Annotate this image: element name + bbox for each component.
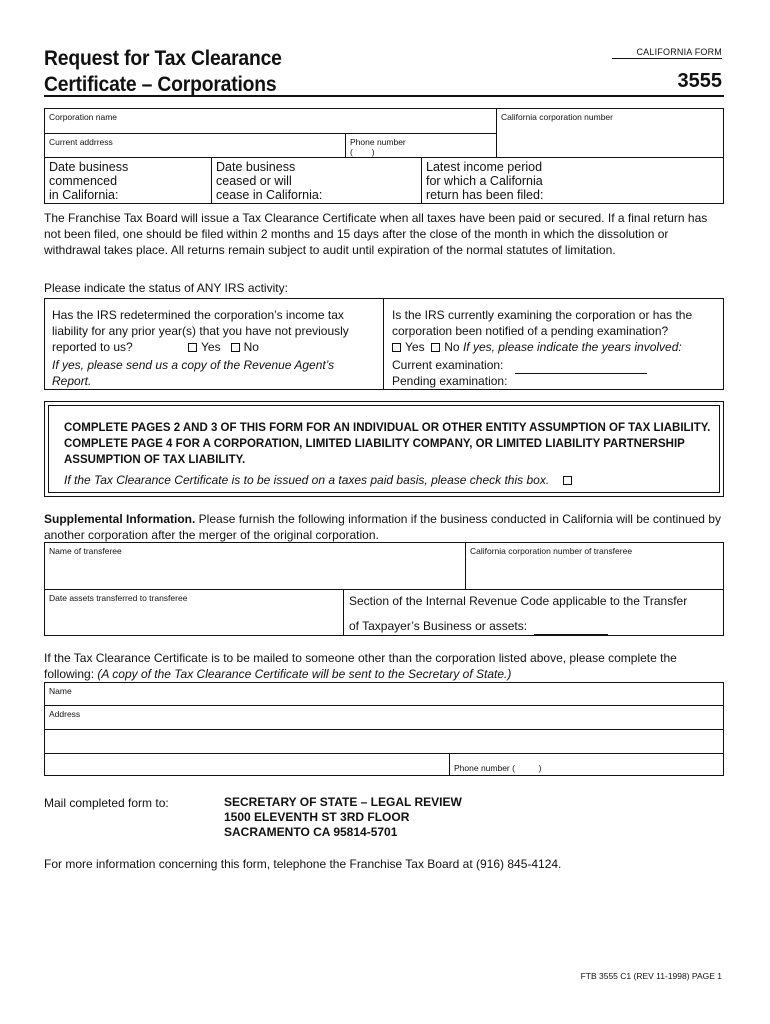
mailing-name-field[interactable] xyxy=(45,683,723,705)
form-number: 3555 xyxy=(677,70,722,92)
corporation-info-grid xyxy=(44,108,724,204)
taxes-paid-checkbox[interactable] xyxy=(563,476,572,485)
ca-corporation-number-field[interactable] xyxy=(496,109,725,157)
california-form-label: CALIFORNIA FORM xyxy=(636,47,722,57)
mailing-address-label: Address xyxy=(49,709,81,719)
form-identifier: FTB 3555 C1 (REV 11-1998) PAGE 1 xyxy=(580,971,722,981)
mail-to-address xyxy=(224,795,462,840)
irs-activity-box xyxy=(44,298,724,390)
supplemental-text: Please furnish the following information if the business conducted in California will be continued by another corporation after the merger of the original corporation. xyxy=(44,512,721,542)
mailing-phone-field[interactable] xyxy=(449,754,723,775)
notice-box-outer xyxy=(44,401,724,497)
current-examination-label: Current examination: xyxy=(392,358,504,372)
irc-section-input[interactable] xyxy=(534,618,608,635)
date-ceased-label: Date business ceased or will cease in California: xyxy=(216,160,323,202)
yes-label: Yes xyxy=(201,340,221,354)
mailing-paragraph xyxy=(44,650,726,682)
transferee-name-field[interactable] xyxy=(45,543,465,589)
form-title-line2: Certificate – Corporations xyxy=(44,73,277,96)
ca-corporation-number-label: California corporation number xyxy=(501,112,613,122)
corporation-name-label: Corporation name xyxy=(49,112,118,122)
assumption-instructions: COMPLETE PAGES 2 AND 3 OF THIS FORM FOR AN INDIVIDUAL OR OTHER ENTITY ASSUMPTION OF TAX LIABILITY. COMPLETE PAGE 4 FOR A CORPORATION, LIMITED LIABILITY COMPANY, OR LIMITED LIABILITY PARTNERSHIP ASSUMPTION OF TAX LIABILITY. xyxy=(64,422,711,466)
phone-number-label: Phone number xyxy=(350,137,406,147)
supplemental-paragraph xyxy=(44,511,726,543)
intro-paragraph: The Franchise Tax Board will issue a Tax Clearance Certificate when all taxes have been paid or secured. If a final return has not been filed, one should be filed within 2 months and 15 days after the close of the month in which the dissolution or withdrawal takes place. All returns remain subject to audit until expiration of the normal statutes of limitation. xyxy=(44,211,708,257)
irs-examining-no-checkbox[interactable] xyxy=(431,343,440,352)
mailing-phone-label: Phone number ( ) xyxy=(454,763,542,773)
current-address-field[interactable] xyxy=(45,134,345,157)
pending-examination-input[interactable] xyxy=(517,373,651,390)
no-label: No xyxy=(444,340,460,354)
no-label: No xyxy=(243,340,259,354)
irs-redetermined-yes-checkbox[interactable] xyxy=(188,343,197,352)
date-assets-label: Date assets transferred to transferee xyxy=(49,593,188,603)
irs-redetermined-no-checkbox[interactable] xyxy=(231,343,240,352)
yes-label: Yes xyxy=(405,340,425,354)
mail-to-label: Mail completed form to: xyxy=(44,796,169,810)
mailing-intro-italic: (A copy of the Tax Clearance Certificate will be sent to the Secretary of State.) xyxy=(97,667,512,681)
mailing-intro: If the Tax Clearance Certificate is to be mailed to someone other than the corporation listed above, please complete the following: xyxy=(44,651,677,681)
supplemental-heading: Supplemental Information. xyxy=(44,512,196,526)
date-commenced-label: Date business commenced in California: xyxy=(49,160,129,202)
mailing-grid xyxy=(44,682,724,776)
transferee-number-field[interactable] xyxy=(465,543,724,589)
form-title xyxy=(44,46,282,98)
more-info-text: For more information concerning this form, telephone the Franchise Tax Board at (916) 845-4124. xyxy=(44,857,562,871)
pending-examination-label: Pending examination: xyxy=(392,374,508,388)
transferee-name-label: Name of transferee xyxy=(49,546,122,556)
date-ceased-field[interactable] xyxy=(211,158,422,203)
irs-prompt: Please indicate the status of ANY IRS activity: xyxy=(44,281,288,295)
transferee-number-label: California corporation number of transferee xyxy=(470,546,633,556)
mail-to-line2: 1500 ELEVENTH ST 3RD FLOOR xyxy=(224,810,410,824)
column-divider xyxy=(343,590,344,635)
header-divider xyxy=(44,95,724,97)
irs-column-divider xyxy=(383,299,384,389)
irs-right-checkboxes xyxy=(392,339,682,355)
irs-examining-yes-checkbox[interactable] xyxy=(392,343,401,352)
irs-examining-question: Is the IRS currently examining the corporation or has the corporation been notified of a pending examination? xyxy=(392,308,693,338)
taxes-paid-row xyxy=(64,472,576,488)
irc-section-row xyxy=(349,618,608,635)
transferee-grid xyxy=(44,542,724,636)
mailing-name-label: Name xyxy=(49,686,72,696)
pending-examination-row xyxy=(392,373,651,390)
irs-redetermined-question: Has the IRS redetermined the corporation’s income tax liability for any prior year(s) that you have not previously reported to us? xyxy=(52,308,349,354)
irc-section-line2: of Taxpayer’s Business or assets: xyxy=(349,619,528,633)
date-commenced-field[interactable] xyxy=(45,158,211,203)
form-label-rule xyxy=(612,58,722,59)
notice-box-inner xyxy=(48,405,720,493)
irs-left-checkboxes xyxy=(188,339,259,355)
revenue-agent-report-note: If yes, please send us a copy of the Revenue Agent’s Report. xyxy=(52,358,335,388)
mail-to-line3: SACRAMENTO CA 95814-5701 xyxy=(224,825,398,839)
irc-section-line1: Section of the Internal Revenue Code applicable to the Transfer xyxy=(349,594,688,608)
years-involved-note: If yes, please indicate the years involved: xyxy=(462,340,682,354)
date-assets-field[interactable] xyxy=(45,590,343,635)
current-examination-input[interactable] xyxy=(515,357,647,374)
phone-number-field[interactable] xyxy=(345,134,497,157)
phone-parens: ( ) xyxy=(350,147,375,157)
mailing-address-line2-field[interactable] xyxy=(45,730,723,753)
taxes-paid-text: If the Tax Clearance Certificate is to be issued on a taxes paid basis, please check this box. xyxy=(64,473,550,487)
current-examination-row xyxy=(392,357,647,374)
latest-income-period-label: Latest income period for which a California return has been filed: xyxy=(426,160,544,202)
current-address-label: Current addrress xyxy=(49,137,113,147)
mailing-address-field[interactable] xyxy=(45,706,723,729)
form-title-line1: Request for Tax Clearance xyxy=(44,47,282,70)
mail-to-line1: SECRETARY OF STATE – LEGAL REVIEW xyxy=(224,795,462,809)
latest-income-period-field[interactable] xyxy=(421,158,725,203)
corporation-name-field[interactable] xyxy=(45,109,496,133)
